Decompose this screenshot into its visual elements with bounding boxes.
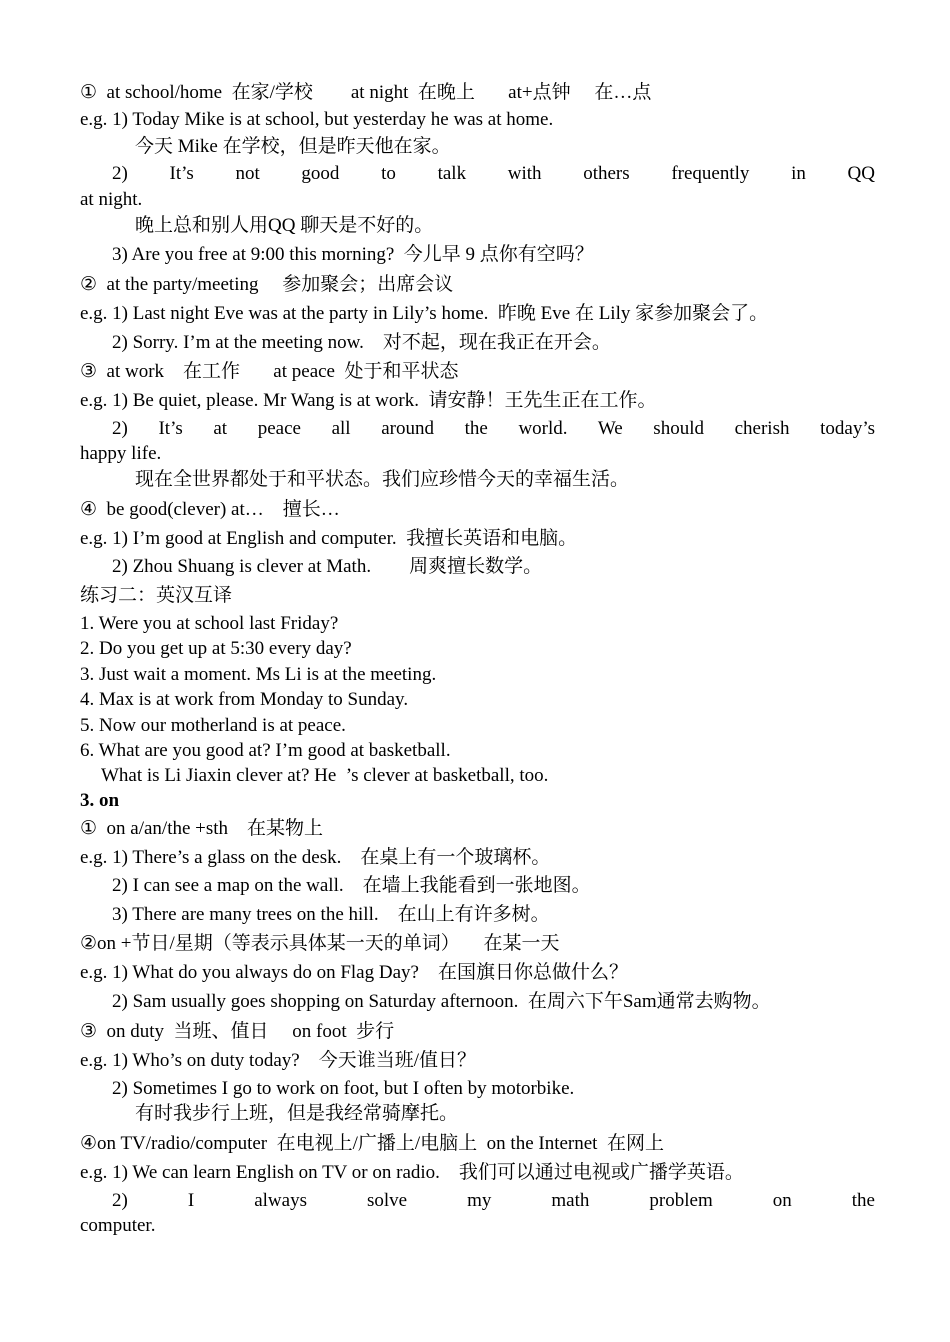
line-example-party-2: 2) Sorry. I’m at the meeting now. 对不起，现在我正在开会。 <box>112 332 611 353</box>
line-example-foot-2: 2) Sometimes I go to work on foot, but I often by motorbike. <box>112 1078 575 1099</box>
exercise-heading: 练习二：英汉互译 <box>80 585 233 606</box>
line-example-2-cont: at night. <box>80 189 143 210</box>
exercise-item-1: 1. Were you at school last Friday? <box>80 613 339 634</box>
line-example-duty-1: e.g. 1) Who’s on duty today? 今天谁当班/值日？ <box>80 1050 476 1071</box>
line-at-party-meeting: ② at the party/meeting 参加聚会；出席会议 <box>80 274 454 295</box>
line-example-tv-2-cont: computer. <box>80 1215 156 1236</box>
line-example-3: 3) Are you free at 9:00 this morning? 今儿早 9 点你有空吗？ <box>112 244 594 265</box>
line-example-party-1: e.g. 1) Last night Eve was at the party in Lily’s home. 昨晚 Eve 在 Lily 家参加聚会了。 <box>80 303 769 324</box>
line-example-day-1: e.g. 1) What do you always do on Flag Day? 在国旗日你总做什么？ <box>80 962 628 983</box>
exercise-item-6: 6. What are you good at? I’m good at basketball. <box>80 740 451 761</box>
line-on-duty-foot: ③ on duty 当班、值日 on foot 步行 <box>80 1021 395 1042</box>
line-example-peace-2-cont: happy life. <box>80 443 162 464</box>
line-at-work-peace: ③ at work 在工作 at peace 处于和平状态 <box>80 361 459 382</box>
line-on-tv-radio: ④on TV/radio/computer 在电视上/广播上/电脑上 on the Internet 在网上 <box>80 1133 664 1154</box>
section-heading-on: 3. on <box>80 790 120 811</box>
line-translation-2: 晚上总和别人用QQ 聊天是不好的。 <box>135 215 434 236</box>
exercise-item-2: 2. Do you get up at 5:30 every day? <box>80 638 352 659</box>
exercise-item-3: 3. Just wait a moment. Ms Li is at the meeting. <box>80 664 437 685</box>
line-translation-peace: 现在全世界都处于和平状态。我们应珍惜今天的幸福生活。 <box>135 469 630 490</box>
line-example-2: 2) It’s not good to talk with others frequently in QQ <box>112 163 875 184</box>
line-example-good-1: e.g. 1) I’m good at English and computer. 我擅长英语和电脑。 <box>80 528 578 549</box>
exercise-item-4: 4. Max is at work from Monday to Sunday. <box>80 689 409 710</box>
line-example-on-2: 2) I can see a map on the wall. 在墙上我能看到一张地图。 <box>112 875 591 896</box>
line-example-tv-1: e.g. 1) We can learn English on TV or on radio. 我们可以通过电视或广播学英语。 <box>80 1162 744 1183</box>
line-on-sth: ① on a/an/the +sth 在某物上 <box>80 818 324 839</box>
line-on-holiday: ②on +节日/星期（等表示具体某一天的单词） 在某一天 <box>80 933 560 954</box>
line-example-1: e.g. 1) Today Mike is at school, but yesterday he was at home. <box>80 109 554 130</box>
line-example-on-3: 3) There are many trees on the hill. 在山上有许多树。 <box>112 904 550 925</box>
exercise-item-5: 5. Now our motherland is at peace. <box>80 715 346 736</box>
line-be-good-at: ④ be good(clever) at… 擅长… <box>80 499 340 520</box>
line-example-on-1: e.g. 1) There’s a glass on the desk. 在桌上有一个玻璃杯。 <box>80 847 551 868</box>
exercise-item-6-cont: What is Li Jiaxin clever at? He ’s clever at basketball, too. <box>101 765 549 786</box>
line-translation-foot: 有时我步行上班，但是我经常骑摩托。 <box>135 1103 459 1124</box>
line-translation-1: 今天 Mike 在学校，但是昨天他在家。 <box>135 136 451 157</box>
line-example-work-1: e.g. 1) Be quiet, please. Mr Wang is at work. 请安静！王先生正在工作。 <box>80 390 657 411</box>
line-example-good-2: 2) Zhou Shuang is clever at Math. 周爽擅长数学。 <box>112 556 543 577</box>
line-example-tv-2: 2) I always solve my math problem on the <box>112 1190 875 1211</box>
line-example-peace-2: 2) It’s at peace all around the world. We should cherish today’s <box>112 418 875 439</box>
line-example-day-2: 2) Sam usually goes shopping on Saturday afternoon. 在周六下午Sam通常去购物。 <box>112 991 771 1012</box>
line-at-school-home: ① at school/home 在家/学校 at night 在晚上 at+点钟 在…点 <box>80 82 652 103</box>
